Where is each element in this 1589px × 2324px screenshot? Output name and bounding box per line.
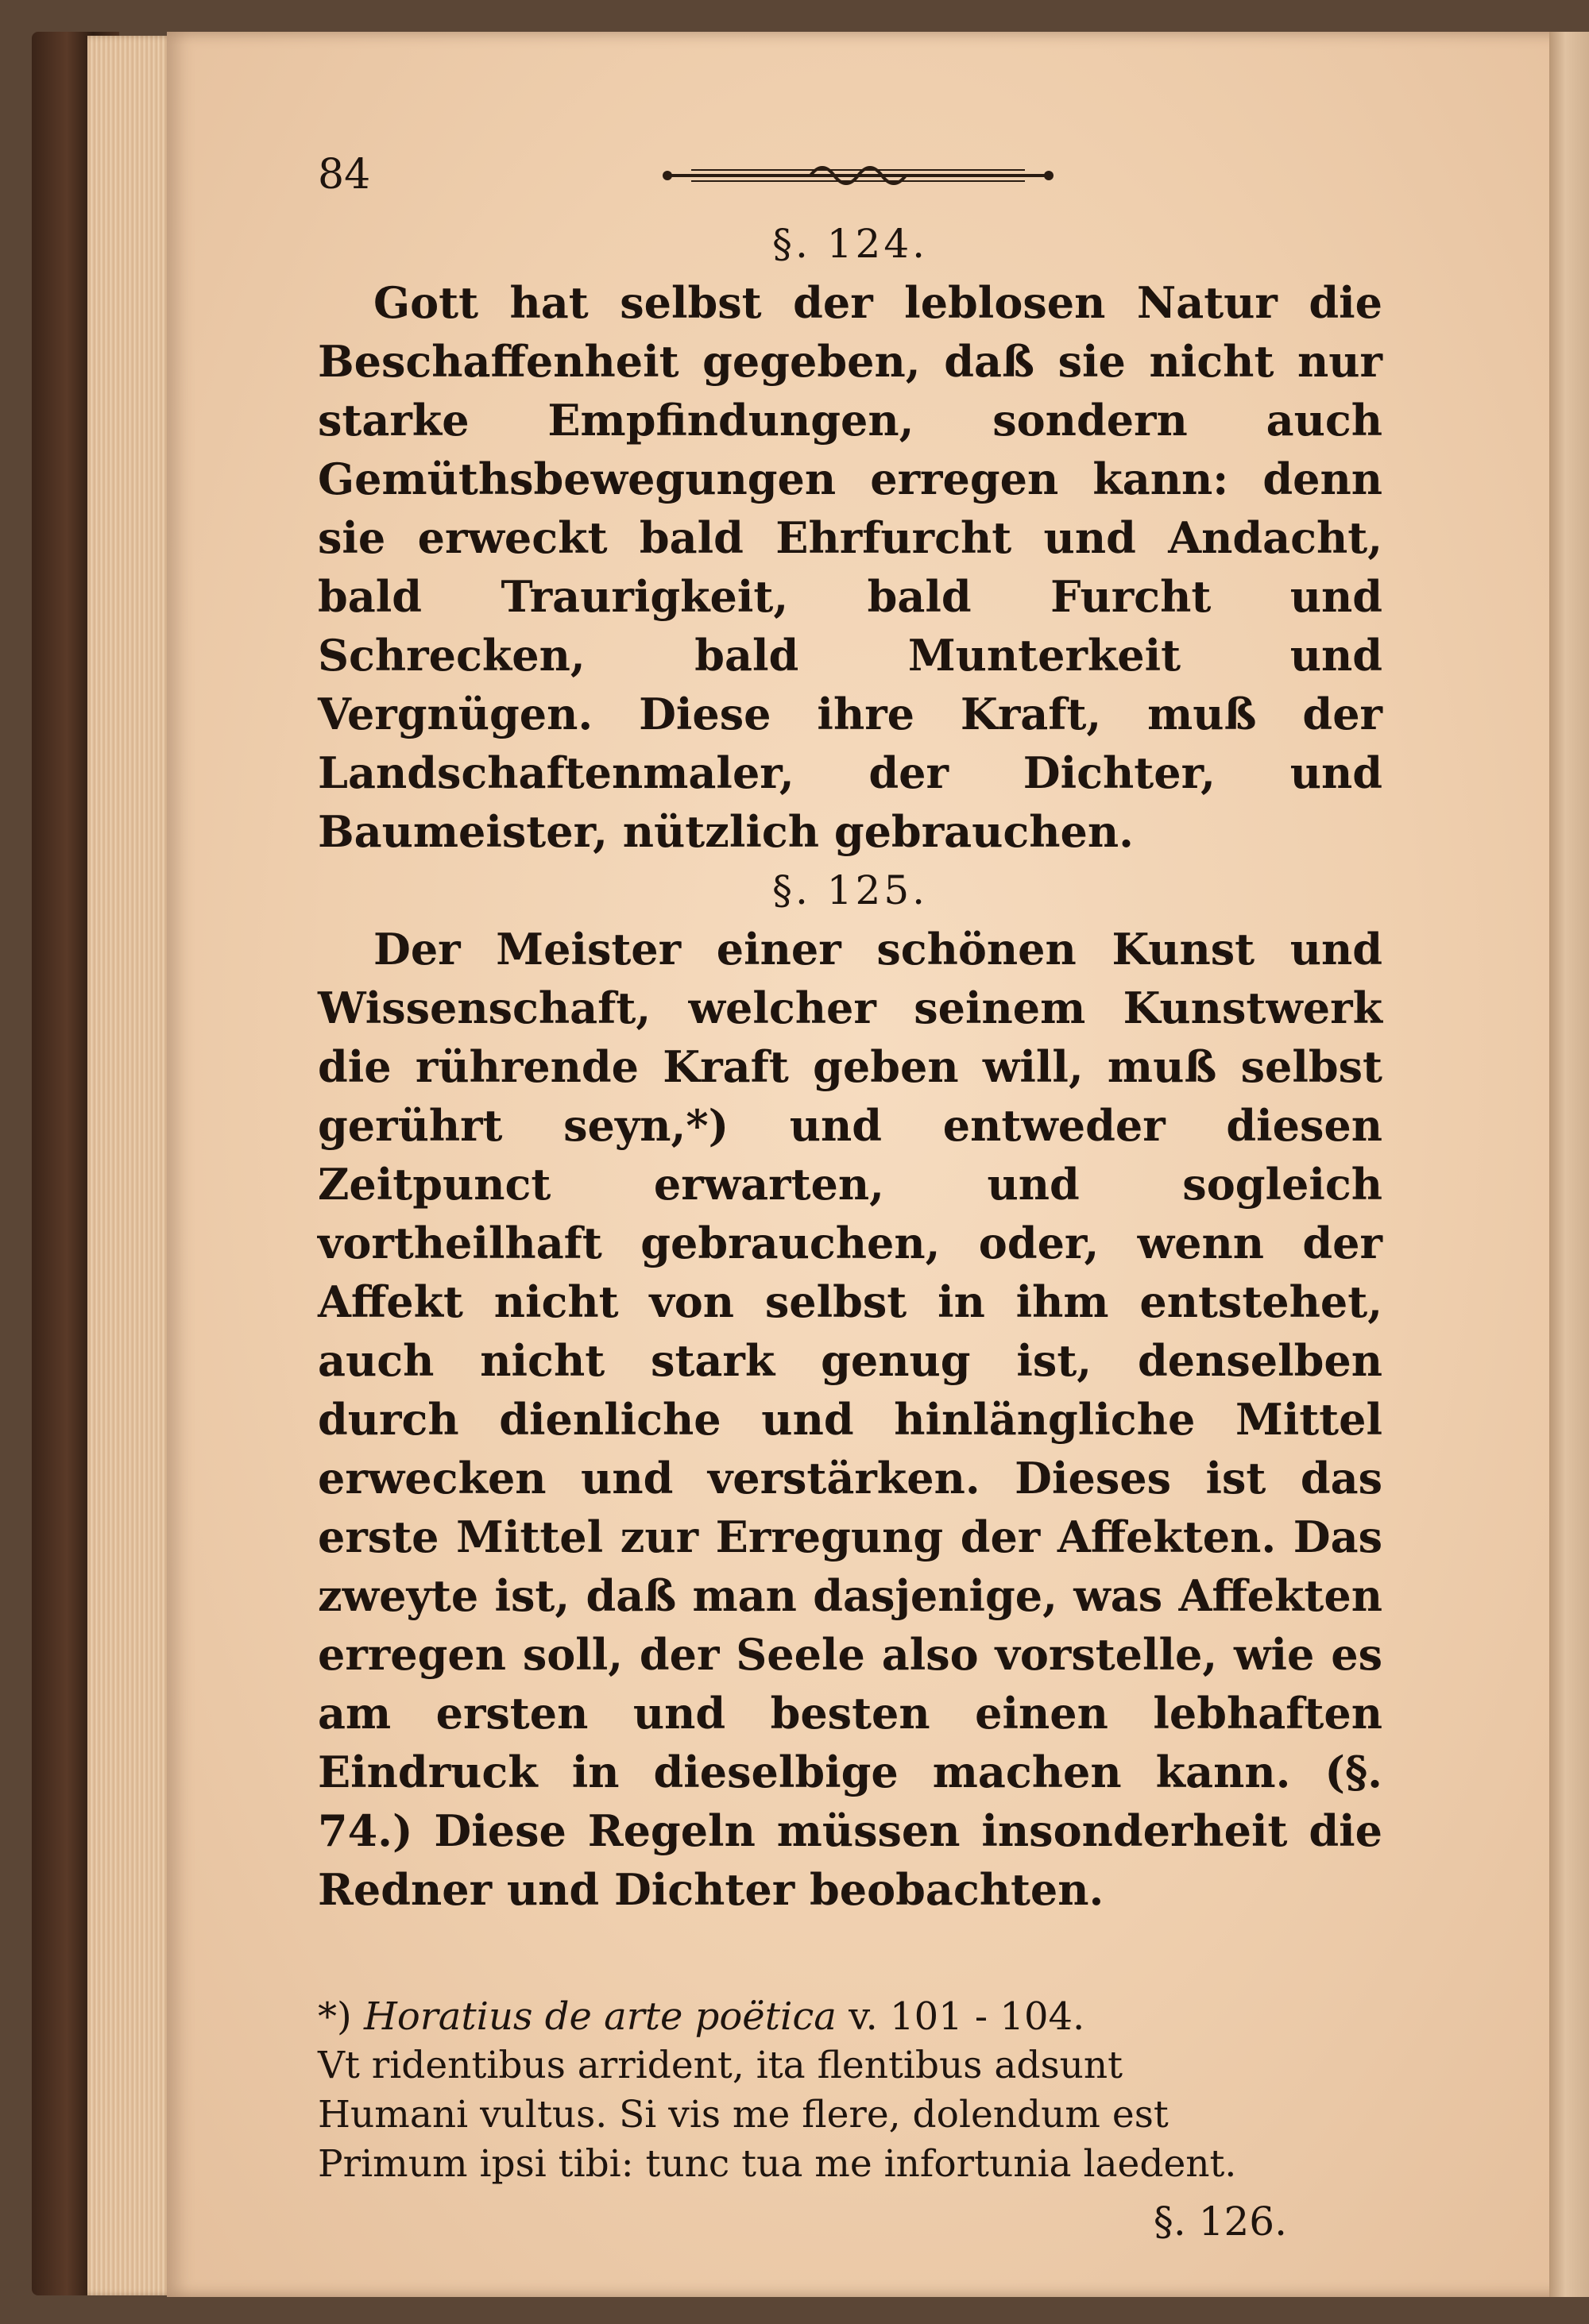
footnote-line: Humani vultus. Si vis me flere, dolendum est (318, 2093, 1169, 2137)
section-heading: §. 125. (771, 867, 929, 913)
header-ornament (659, 156, 1057, 195)
section-heading: §. 124. (771, 221, 929, 267)
page-edges (87, 36, 175, 2295)
page-number: 84 (318, 151, 371, 199)
page-header (318, 151, 1382, 214)
section-paragraph: Der Meister einer schönen Kunst und Wissenschaft, welcher seinem Kunstwerk die rührende Kraft geben will, muß selbst gerührt seyn,*) und entweder diesen Zeitpunct erwarten, und sogleich vortheilhaft gebrauchen, oder, wenn der Affekt nicht von selbst in ihm entstehet, auch nicht stark genug ist, denselben durch dienliche und hinlängliche Mittel erwecken und verstärken. Dieses ist das erste Mittel zur Erregung der Affekten. Das zweyte ist, daß man dasjenige, was Affekten erregen soll, der Seele also vorstelle, wie es am ersten und besten einen lebhaften Eindruck in dieselbige machen kann. (§. 74.) Diese Regeln müssen insonderheit die Redner und Dichter beobachten. (318, 924, 1382, 1915)
footnote-line: Primum ipsi tibi: tunc tua me infortunia laedent. (318, 2142, 1237, 2186)
footnote (318, 1992, 1382, 2189)
catchword: §. 126. (1153, 2199, 1287, 2245)
footnote-line: Vt ridentibus arrident, ita flentibus adsunt (318, 2044, 1123, 2087)
footnote-marker: *) (318, 1994, 352, 2039)
footnote-heading (318, 1992, 1382, 2041)
page-gutter (1549, 32, 1589, 2297)
page-content (318, 151, 1382, 2245)
footnote-verses: v. 101 - 104. (849, 1994, 1085, 2039)
footnote-reference: Horatius de arte poëtica (364, 1994, 837, 2039)
section-paragraph: Gott hat selbst der leblosen Natur die Beschaffenheit gegeben, daß sie nicht nur starke Empfindungen, sondern auch Gemüthsbewegungen erregen kann: denn sie erweckt bald Ehrfurcht und Andacht, bald Traurigkeit, bald Furcht und Schrecken, bald Munterkeit und Vergnügen. Diese ihre Kraft, muß der Landschaftenmaler, der Dichter, und Baumeister, nützlich gebrauchen. (318, 277, 1382, 857)
